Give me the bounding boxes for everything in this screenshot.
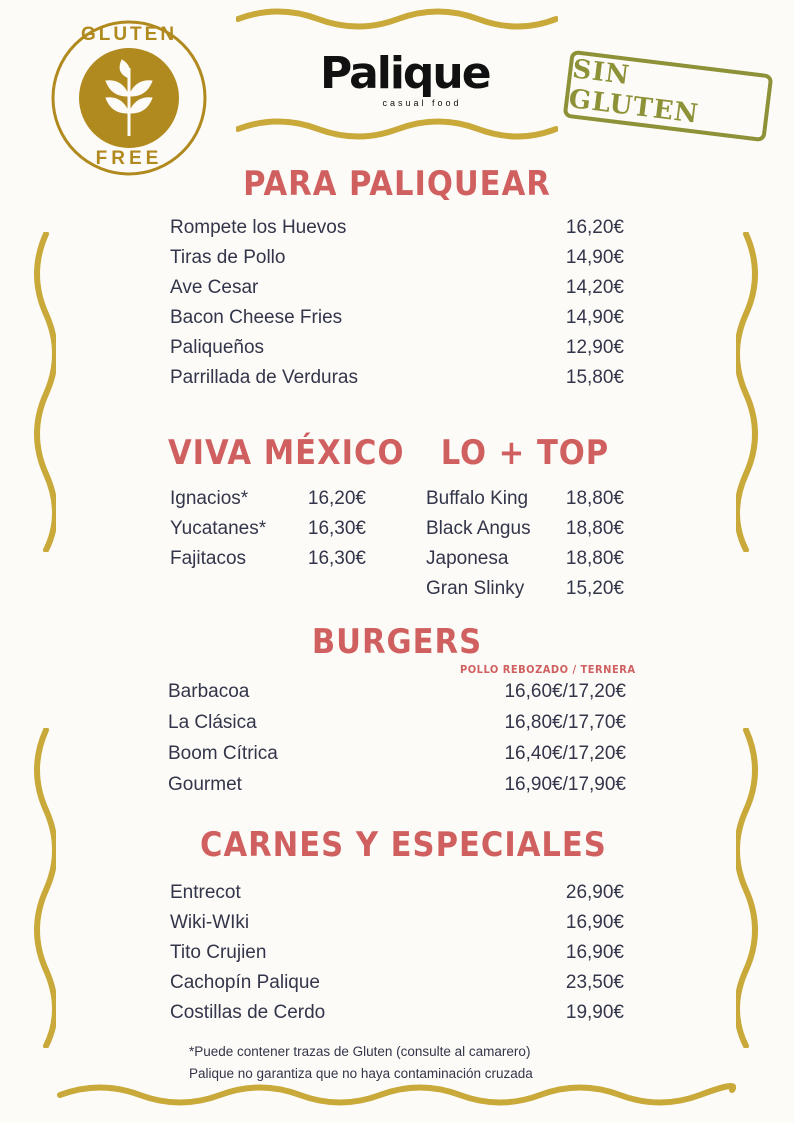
menu-item (170, 217, 624, 239)
menu-item-price: 18,80€ (565, 518, 624, 539)
menu-item-name: Wiki-WIki (170, 912, 250, 933)
badge-bottom-text: FREE (95, 148, 163, 169)
menu-item (170, 307, 624, 329)
menu-item (170, 337, 624, 359)
menu-item-name: Entrecot (170, 882, 241, 903)
menu-item-price: 19,90€ (565, 1002, 624, 1023)
section-title-paliquear: PARA PALIQUEAR (243, 164, 551, 204)
menu-item-name: Boom Cítrica (168, 743, 278, 764)
menu-item-name: La Clásica (168, 712, 257, 733)
menu-item-name: Tiras de Pollo (170, 247, 286, 268)
menu-item (170, 488, 366, 510)
left-wave-decoration (26, 232, 56, 552)
section-title-burgers: BURGERS (311, 622, 483, 662)
menu-item-price: 16,20€ (307, 488, 366, 509)
gluten-free-badge (46, 18, 212, 178)
burgers-subtitle: POLLO REBOZADO / TERNERA (460, 663, 636, 676)
menu-item (168, 774, 626, 796)
menu-item-name: Cachopín Palique (170, 972, 320, 993)
section-title-top: LO + TOP (440, 433, 610, 473)
menu-item-price: 14,90€ (565, 307, 624, 328)
menu-item-name: Tito Crujien (170, 942, 267, 963)
menu-item-name: Fajitacos (170, 548, 247, 569)
menu-item-price: 12,90€ (565, 337, 624, 358)
menu-item (426, 488, 624, 510)
menu-item-name: Rompete los Huevos (170, 217, 347, 238)
menu-item-name: Ignacios* (170, 488, 249, 509)
section-title-carnes: CARNES Y ESPECIALES (200, 825, 607, 865)
menu-item (170, 277, 624, 299)
menu-item (170, 367, 624, 389)
menu-item-price: 16,90€ (565, 912, 624, 933)
menu-item-price: 16,40€/17,20€ (504, 743, 626, 764)
menu-item-name: Black Angus (426, 518, 531, 539)
section-title-mexico: VIVA MÉXICO (168, 433, 405, 473)
footnote-cross-contamination: Palique no garantiza que no haya contaminación cruzada (189, 1066, 533, 1081)
menu-item-price: 14,20€ (565, 277, 624, 298)
menu-item-price: 16,20€ (565, 217, 624, 238)
menu-item (170, 942, 624, 964)
menu-item-name: Yucatanes* (170, 518, 267, 539)
bottom-wave-decoration (56, 1080, 736, 1110)
menu-item-name: Costillas de Cerdo (170, 1002, 326, 1023)
menu-item (168, 712, 626, 734)
right-wave-decoration (736, 728, 766, 1048)
menu-item-price: 15,80€ (565, 367, 624, 388)
menu-item-price: 26,90€ (565, 882, 624, 903)
stamp-text: SIN GLUTEN (567, 54, 701, 130)
menu-item (426, 548, 624, 570)
menu-item (170, 1002, 624, 1024)
menu-item-name: Paliqueños (170, 337, 265, 358)
menu-item-price: 16,30€ (307, 548, 366, 569)
menu-item-price: 18,80€ (565, 488, 624, 509)
badge-top-text: GLUTEN (80, 24, 178, 45)
menu-item (426, 518, 624, 540)
menu-item (170, 548, 366, 570)
menu-item-price: 14,90€ (565, 247, 624, 268)
menu-item-price: 16,90€/17,90€ (504, 774, 626, 795)
right-wave-decoration (736, 232, 766, 552)
sin-gluten-stamp (563, 50, 774, 142)
menu-item-name: Bacon Cheese Fries (170, 307, 343, 328)
menu-item-price: 16,80€/17,70€ (504, 712, 626, 733)
menu-item-price: 23,50€ (565, 972, 624, 993)
footnote-gluten-traces: *Puede contener trazas de Gluten (consulte al camarero) (189, 1044, 531, 1059)
menu-item (168, 743, 626, 765)
menu-item-name: Japonesa (426, 548, 509, 569)
menu-item-price: 16,90€ (565, 942, 624, 963)
menu-item-price: 16,30€ (307, 518, 366, 539)
menu-item-name: Buffalo King (426, 488, 529, 509)
menu-item (170, 518, 366, 540)
menu-item-price: 18,80€ (565, 548, 624, 569)
menu-item-name: Ave Cesar (170, 277, 259, 298)
logo-tagline: casual food (382, 98, 462, 108)
menu-item (168, 681, 626, 703)
menu-item-price: 15,20€ (565, 578, 624, 599)
menu-item (170, 247, 624, 269)
menu-item (170, 882, 624, 904)
menu-item-price: 16,60€/17,20€ (504, 681, 626, 702)
menu-item-name: Parrillada de Verduras (170, 367, 358, 388)
left-wave-decoration (26, 728, 56, 1048)
menu-item-name: Gourmet (168, 774, 242, 795)
menu-item-name: Gran Slinky (426, 578, 525, 599)
menu-item (426, 578, 624, 600)
restaurant-logo (320, 30, 490, 122)
logo-name: Palique (320, 48, 490, 99)
menu-item (170, 912, 624, 934)
menu-item (170, 972, 624, 994)
menu-item-name: Barbacoa (168, 681, 250, 702)
